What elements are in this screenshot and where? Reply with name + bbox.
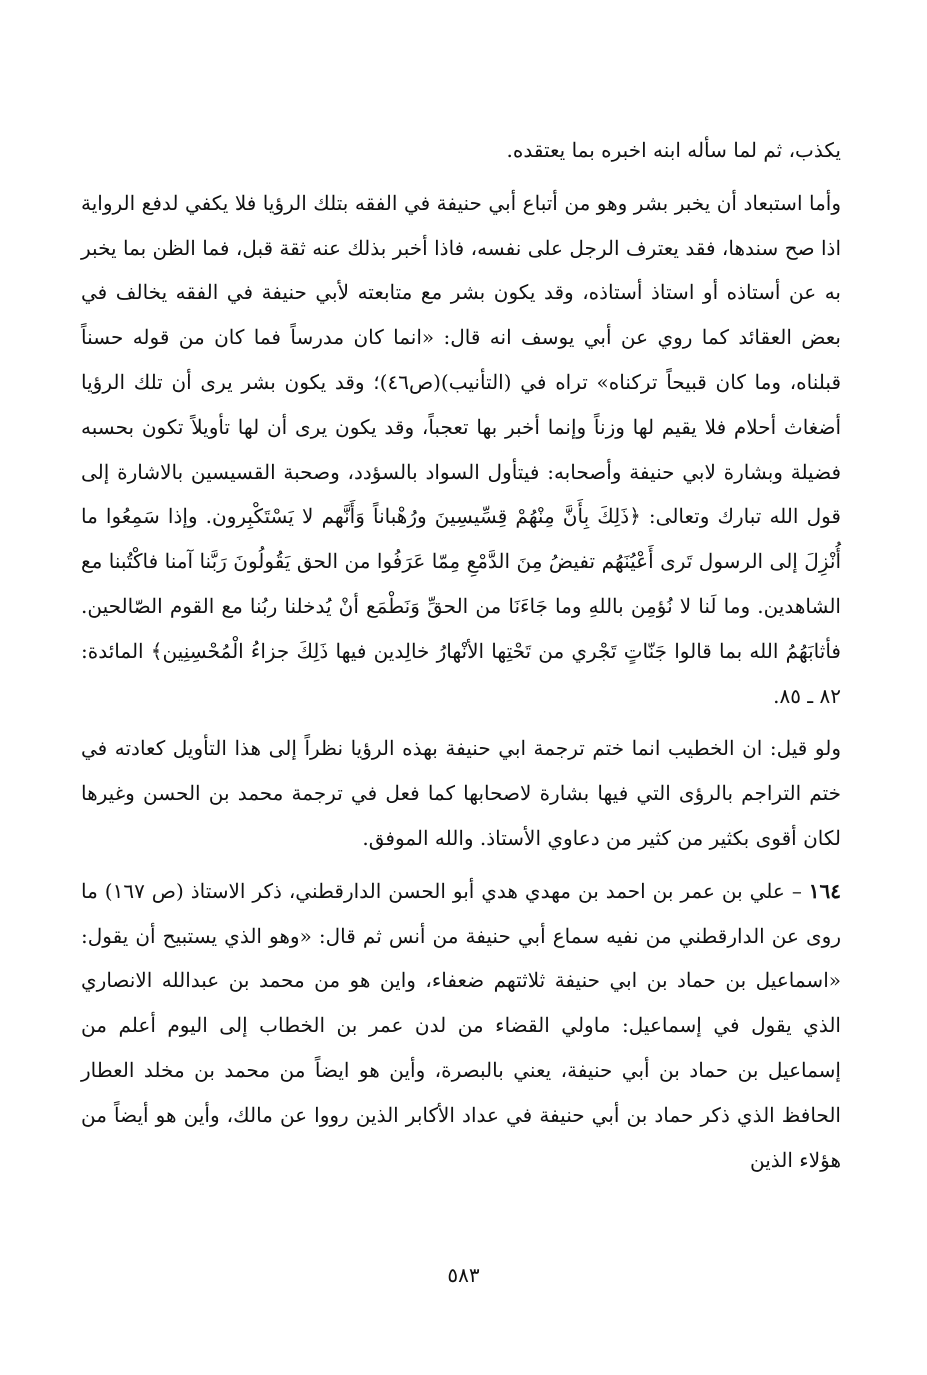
entry-text: علي بن عمر بن احمد بن مهدي هدي أبو الحسن الدارقطني، ذكر الاستاذ (ص ١٦٧) ما روى عن الدارقطني من نفيه سماع أبي حنيفة من أنس ثم قال: «وهو الذي يستبيح أن يقول: «اسماعيل بن حماد بن ابي حنيفة ثلاثتهم ضعفاء، واين هو من محمد بن عبدالله الانصاري الذي يقول في إسماعيل: ماولي القضاء من لدن عمر بن الخطاب إلى اليوم أعلم من إسماعيل بن حماد بن أبي حنيفة، يعني بالبصرة، وأين هو ايضاً من محمد بن مخلد العطار الحافظ الذي ذكر حماد بن أبي حنيفة في عداد الأكابر الذين رووا عن مالك، وأين هو أيضاً من هؤلاء الذين bbox=[81, 878, 841, 1172]
entry-dash: – bbox=[784, 878, 809, 903]
page-body bbox=[81, 128, 841, 1182]
paragraph-1: يكذب، ثم لما سأله ابنه اخبره بما يعتقده. bbox=[506, 138, 841, 162]
paragraph-2: وأما استبعاد أن يخبر بشر وهو من أتباع أبي حنيفة في الفقه بتلك الرؤيا فلا يكفي لدفع الرواية اذا صح سندها، فقد يعترف الرجل على نفسه، فاذا أخبر بذلك عنه ثقة قبل، فما الظن بما يخبر به عن أستاذه أو استاذ أستاذه، وقد يكون بشر مع متابعته لأبي حنيفة في الفقه يخالف في بعض العقائد كما روي عن أبي يوسف انه قال: «انما كان مدرساً فما كان من قوله حسناً قبلناه، وما كان قبيحاً تركناه» تراه في (التأنيب)(ص٤٦)؛ وقد يكون بشر يرى أن تلك الرؤيا أضغاث أحلام فلا يقيم لها وزناً وإنما أخبر بها تعجباً، وقد يكون يرى أن لها تأويلاً تكون بحسبه فضيلة وبشارة لابي حنيفة وأصحابه: فيتأول السواد بالسؤدد، وصحبة القسيسين بالاشارة إلى قول الله تبارك وتعالى: ﴿ذَلِكَ بِأَنَّ مِنْهُمْ قِسِّيسِينَ ورُهْباناً وَأَنَّهم لا يَسْتَكْبِرون. وإذا سَمِعُوا ما أُنْزِلَ إلى الرسول تَرى أَعْيُنَهُم تفيضُ مِنَ الدَّمْعِ مِمّا عَرَفُوا من الحق يَقُولُونَ رَبَّنا آمنا فاكْتُبنا مع الشاهدين. وما لَنا لا نُؤمِن باللهِ وما جَاءَنَا من الحقِّ وَنَطْمَع أنْ يُدخلنا ربُنا مع القوم الصّالحين. فأثابَهُمُ الله بما قالوا جَنّاتٍ تَجْري من تَحْتِها الأنْهارُ خالِدين فيها ذَلِكَ جزاءُ الْمُحْسِنِين﴾ المائدة: ٨٢ ـ ٨٥. bbox=[81, 190, 842, 708]
paragraph-3: ولو قيل: ان الخطيب انما ختم ترجمة ابي حنيفة بهذه الرؤيا نظراً إلى هذا التأويل كعادته في ختم التراجم بالرؤى التي فيها بشارة لاصحابها كما فعل في ترجمة محمد بن الحسن وغيرها لكان أقوى بكثير من كثير من دعاوي الأستاذ. والله الموفق. bbox=[81, 736, 841, 850]
page-number: ٥٨٣ bbox=[447, 1263, 480, 1287]
entry-paragraph bbox=[81, 869, 841, 1183]
entry-number: ١٦٤ bbox=[808, 878, 842, 903]
